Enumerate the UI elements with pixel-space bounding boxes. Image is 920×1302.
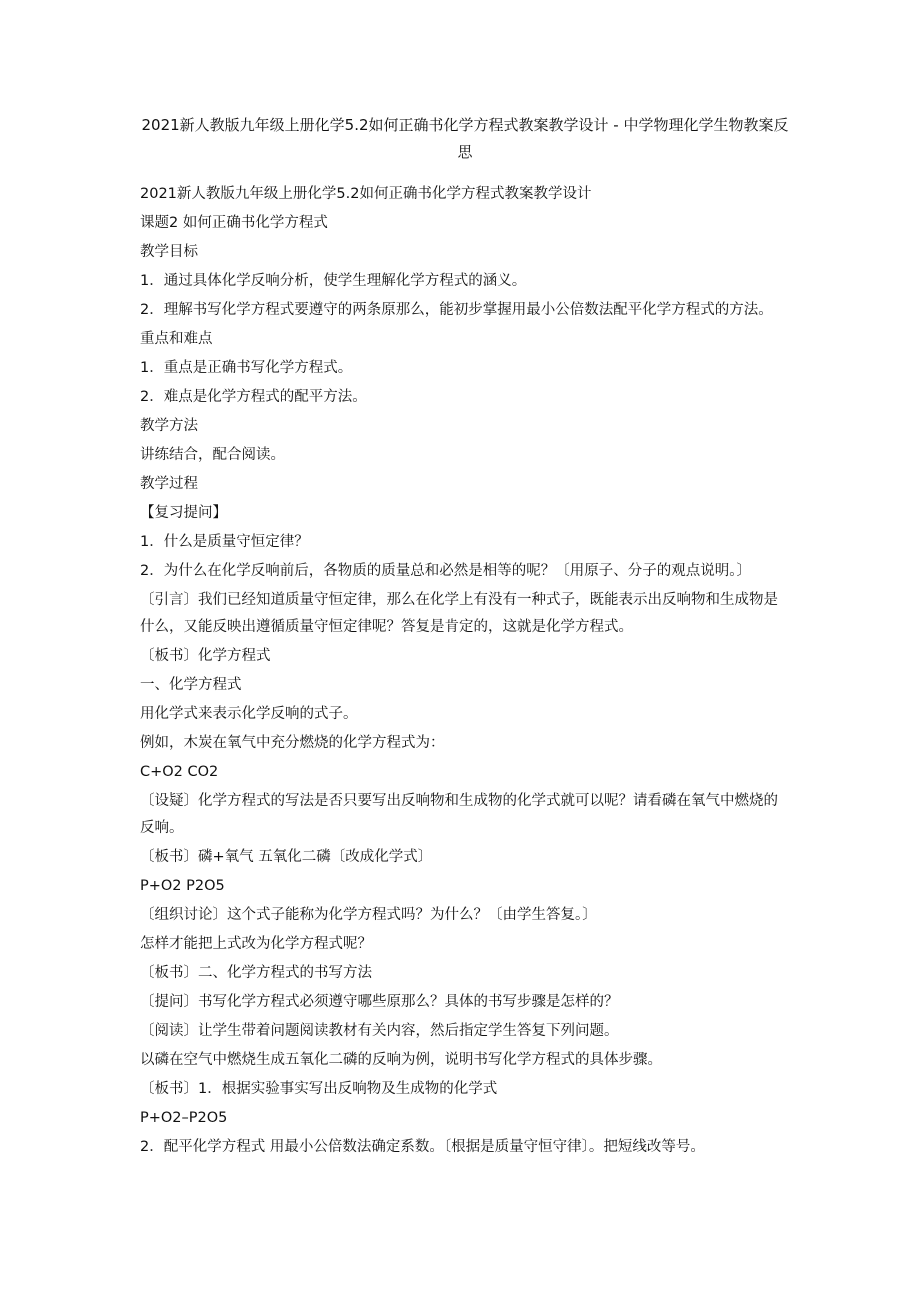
paragraph: 讲练结合，配合阅读。 bbox=[140, 447, 285, 463]
paragraph: 1．重点是正确书写化学方程式。 bbox=[140, 360, 353, 376]
document-page bbox=[140, 112, 790, 1163]
paragraph: 【复习提问】 bbox=[140, 505, 227, 521]
paragraph: 2．为什么在化学反响前后，各物质的质量总和必然是相等的呢？〔用原子、分子的观点说明。〕 bbox=[140, 563, 751, 579]
paragraph: 以磷在空气中燃烧生成五氧化二磷的反响为例，说明书写化学方程式的具体步骤。 bbox=[140, 1052, 662, 1068]
document-body bbox=[140, 181, 790, 1161]
paragraph: 一、化学方程式 bbox=[140, 677, 242, 693]
paragraph: 2．理解书写化学方程式要遵守的两条原那么，能初步掌握用最小公倍数法配平化学方程式的方法。 bbox=[140, 302, 773, 318]
paragraph: 课题2 如何正确书化学方程式 bbox=[140, 215, 328, 231]
document-title: 2021新人教版九年级上册化学5.2如何正确书化学方程式教案教学设计 - 中学物理化学生物教案反思 bbox=[141, 116, 789, 161]
paragraph: 怎样才能把上式改为化学方程式呢？ bbox=[140, 936, 372, 952]
paragraph: 教学过程 bbox=[140, 476, 198, 492]
paragraph: 2．难点是化学方程式的配平方法。 bbox=[140, 389, 367, 405]
paragraph: 〔板书〕化学方程式 bbox=[140, 648, 271, 664]
paragraph: C+O2 CO2 bbox=[140, 764, 219, 780]
paragraph: 〔板书〕二、化学方程式的书写方法 bbox=[140, 965, 372, 981]
paragraph: 重点和难点 bbox=[140, 331, 213, 347]
paragraph: P+O2 P2O5 bbox=[140, 878, 225, 894]
paragraph: 1．什么是质量守恒定律？ bbox=[140, 534, 309, 550]
paragraph: 例如，木炭在氧气中充分燃烧的化学方程式为： bbox=[140, 735, 445, 751]
paragraph: 用化学式来表示化学反响的式子。 bbox=[140, 706, 358, 722]
paragraph: 〔板书〕磷+氧气 五氧化二磷〔改成化学式〕 bbox=[140, 849, 433, 865]
paragraph: 2021新人教版九年级上册化学5.2如何正确书化学方程式教案教学设计 bbox=[140, 186, 592, 202]
paragraph: 〔阅读〕让学生带着问题阅读教材有关内容，然后指定学生答复下列问题。 bbox=[140, 1023, 619, 1039]
paragraph: 教学方法 bbox=[140, 418, 198, 434]
paragraph: 〔组织讨论〕这个式子能称为化学方程式吗？为什么？〔由学生答复。〕 bbox=[140, 907, 597, 923]
paragraph: 2．配平化学方程式 用最小公倍数法确定系数。〔根据是质量守恒守律〕。把短线改等号。 bbox=[140, 1139, 705, 1155]
paragraph: P+O2–P2O5 bbox=[140, 1110, 228, 1126]
paragraph: 〔引言〕我们已经知道质量守恒定律，那么在化学上有没有一种式子，既能表示出反响物和生成物是什么，又能反映出遵循质量守恒定律呢？答复是肯定的，这就是化学方程式。 bbox=[140, 592, 778, 635]
paragraph: 〔板书〕1．根据实验事实写出反响物及生成物的化学式 bbox=[140, 1081, 498, 1097]
paragraph: 〔设疑〕化学方程式的写法是否只要写出反响物和生成物的化学式就可以呢？请看磷在氧气中燃烧的反响。 bbox=[140, 793, 778, 836]
paragraph: 教学目标 bbox=[140, 244, 198, 260]
paragraph: 〔提问〕书写化学方程式必须遵守哪些原那么？具体的书写步骤是怎样的？ bbox=[140, 994, 619, 1010]
paragraph: 1．通过具体化学反响分析，使学生理解化学方程式的涵义。 bbox=[140, 273, 527, 289]
